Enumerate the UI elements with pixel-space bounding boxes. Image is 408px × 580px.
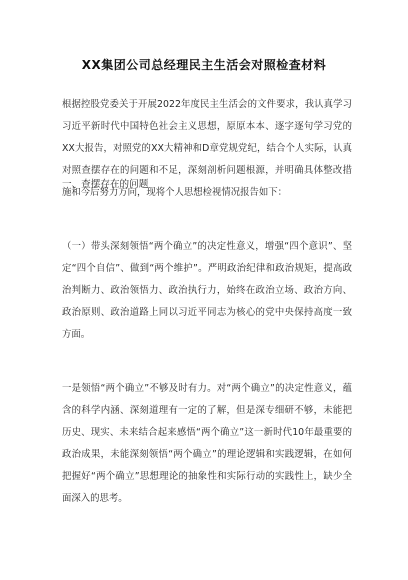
point-paragraph: 一是领悟“两个确立”不够及时有力。对“两个确立”的决定性意义，蕴含的科学内涵、深刻道理有一定的了解，但是深专细研不够，未能把历史、现实、未来结合起来感悟“两个确立”这一新时代10年最重要的政治成果，未能深刻领悟“两个确立”的理论逻辑和实践逻辑，在如何把握好“两个确立”思想理论的抽象性和实际行动的实践性上，缺少全面深入的思考。 — [62, 383, 352, 504]
subsection-paragraph: （一）带头深刻领悟“两个确立”的决定性意义，增强“四个意识”、坚定“四个自信”、做到“两个维护”。严明政治纪律和政治规矩，提高政治判断力、政治领悟力、政治执行力，始终在政治立场、政治方向、政治原则、政治道路上同以习近平同志为核心的党中央保持高度一致方面。 — [62, 241, 352, 340]
section-heading: 一、查摆存在的问题 — [62, 179, 149, 190]
document-title: XX集团公司总经理民主生活会对照检查材料 — [81, 58, 327, 72]
intro-paragraph: 根据控股党委关于开展2022年度民主生活会的文件要求，我认真学习习近平新时代中国特色社会主义思想，原原本本、逐字逐句学习党的XX大报告，对照党的XX大精神和D章党规党纪，结合个人实际，认真对照查摆存在的问题和不足，深刻剖析问题根源，并明确具体整改措施和今后努力方向，现将个人思想检视情况报告如下： — [62, 99, 352, 198]
